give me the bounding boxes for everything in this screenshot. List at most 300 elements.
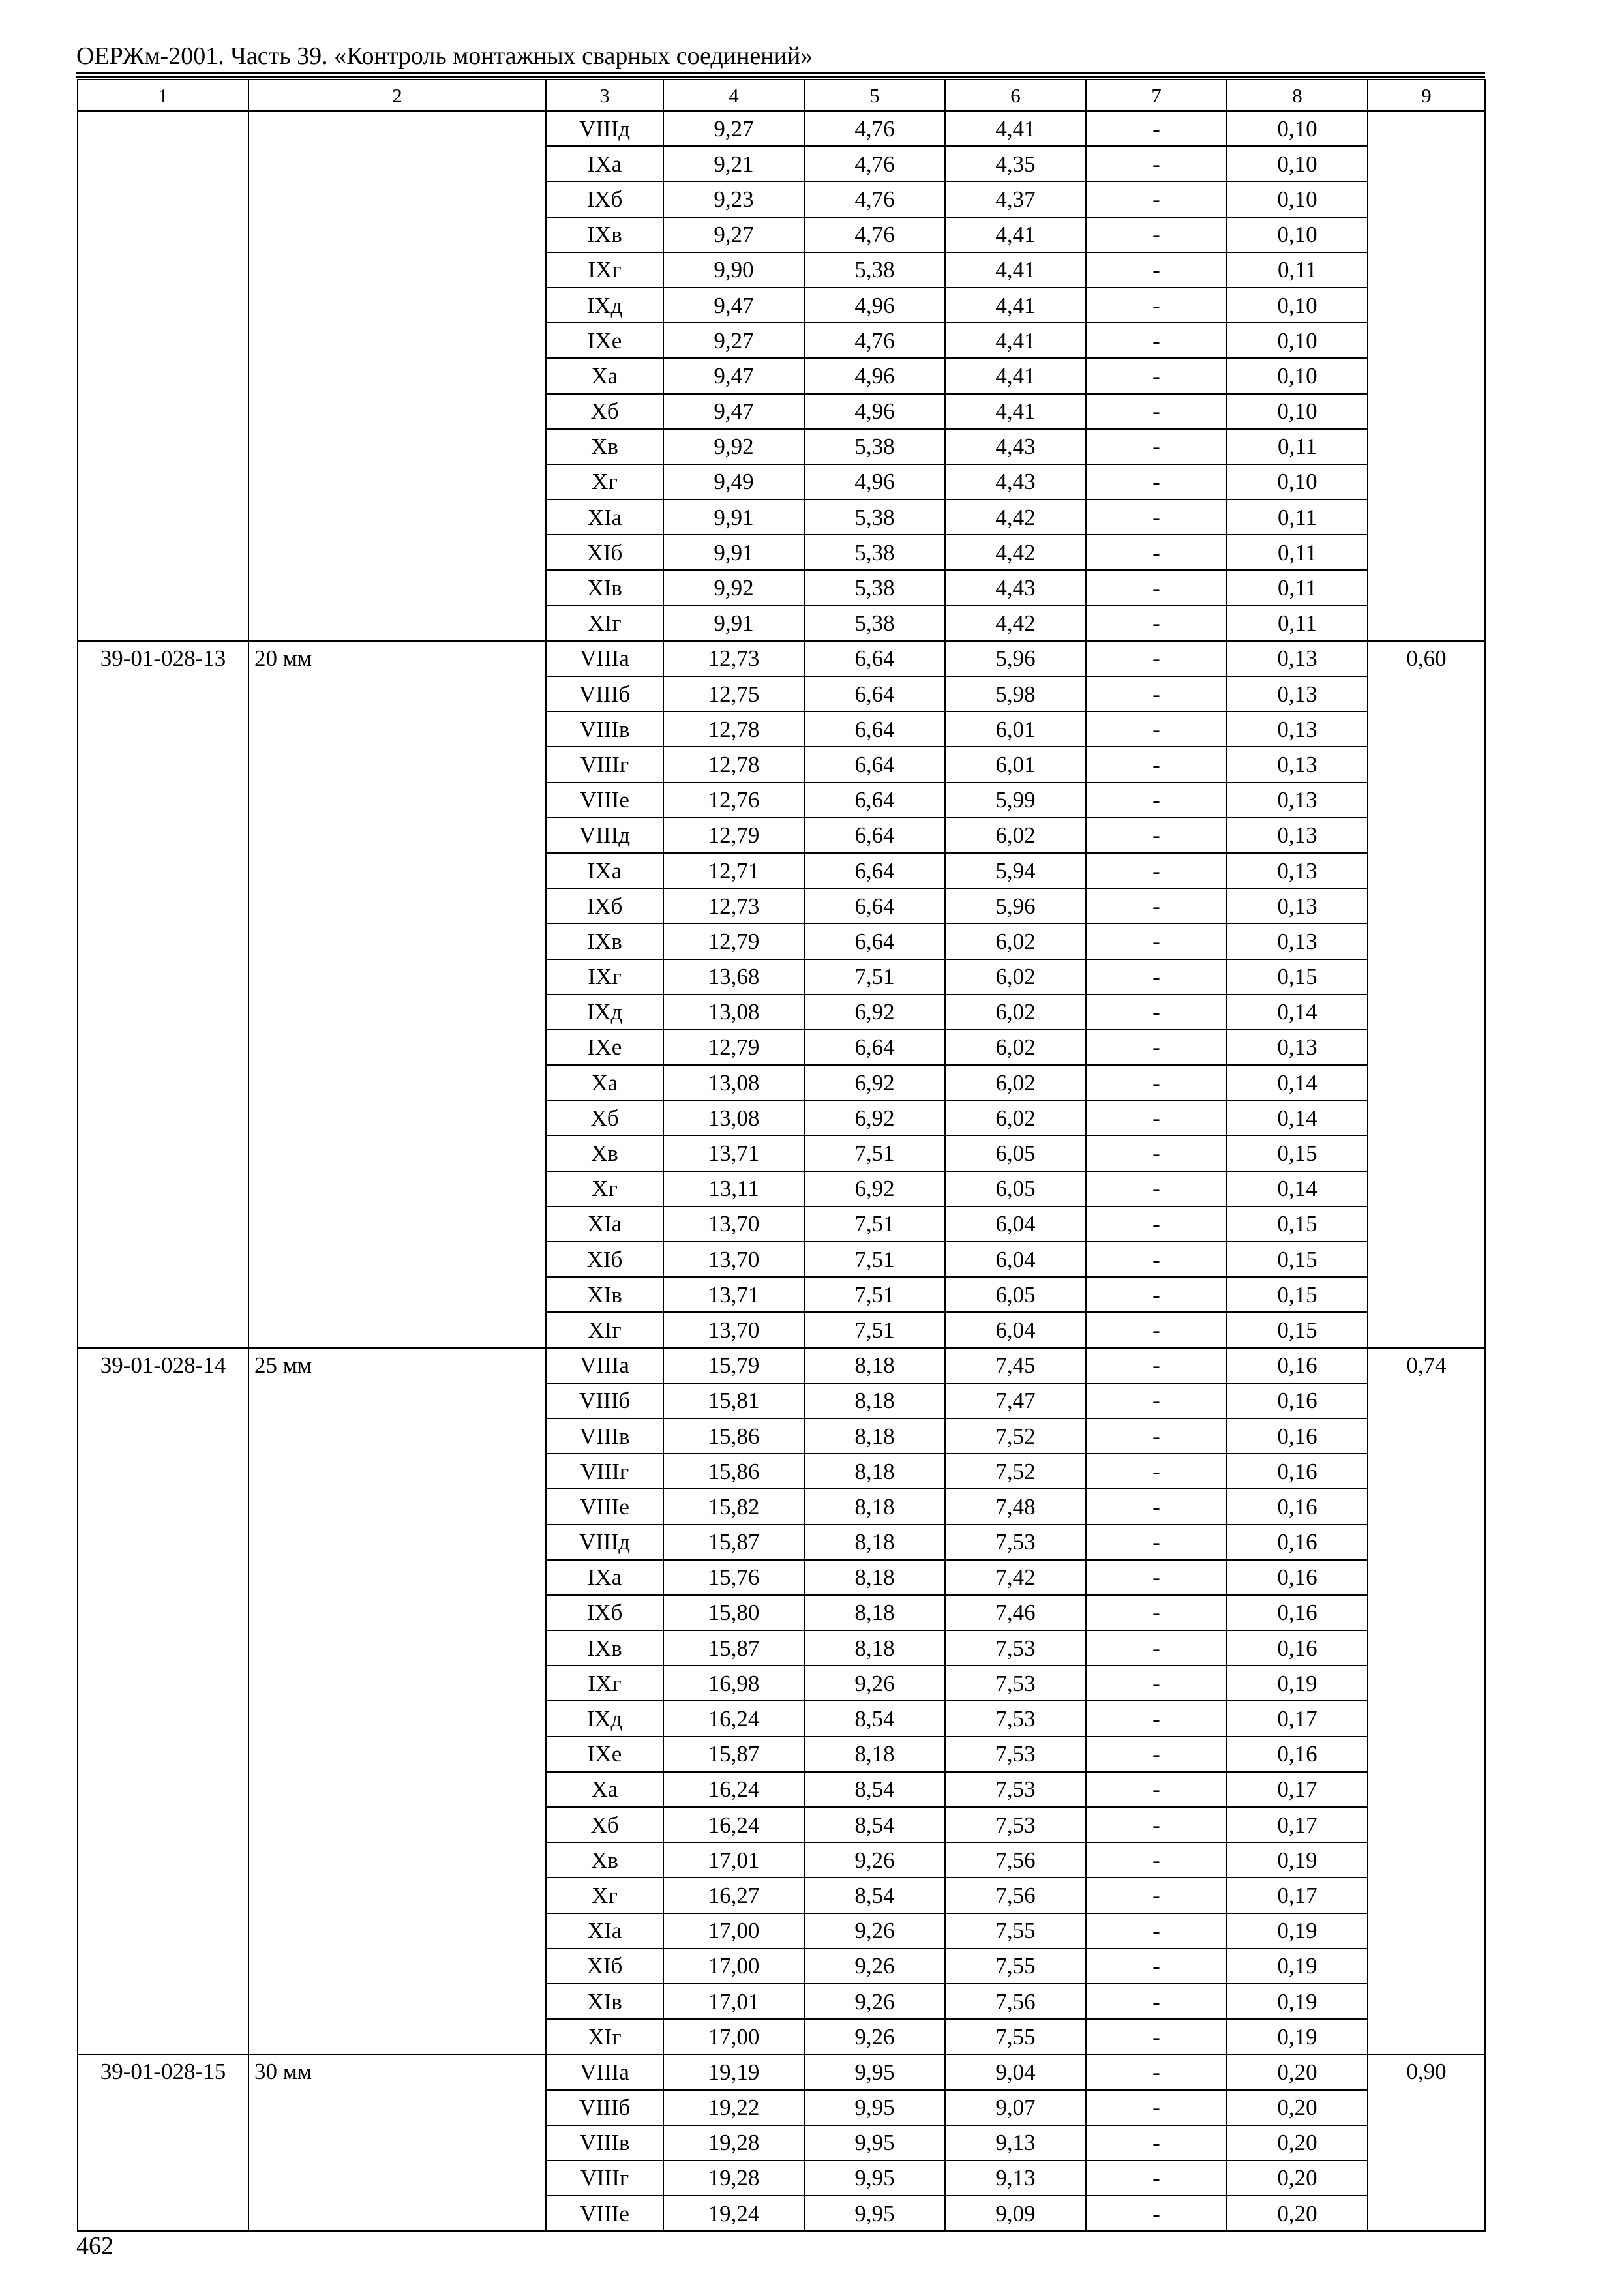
col7-cell: -: [1086, 1242, 1227, 1277]
row-label-cell: IXе: [546, 323, 663, 358]
col5-cell: 8,18: [804, 1737, 945, 1772]
col7-cell: -: [1086, 1772, 1227, 1807]
col5-cell: 8,54: [804, 1807, 945, 1842]
col6-cell: 7,55: [945, 1913, 1086, 1949]
col6-cell: 6,01: [945, 711, 1086, 747]
col7-cell: -: [1086, 535, 1227, 570]
row-label-cell: XIв: [546, 1277, 663, 1312]
col6-cell: 5,99: [945, 783, 1086, 818]
col5-cell: 6,64: [804, 676, 945, 711]
col7-cell: -: [1086, 1878, 1227, 1913]
col7-cell: -: [1086, 1171, 1227, 1206]
col8-cell: 0,11: [1227, 252, 1368, 288]
row-label-cell: Xв: [546, 1842, 663, 1878]
col5-cell: 4,76: [804, 146, 945, 181]
col6-cell: 4,43: [945, 429, 1086, 464]
col4-cell: 15,80: [663, 1595, 804, 1630]
col4-cell: 9,47: [663, 394, 804, 429]
col8-cell: 0,19: [1227, 2019, 1368, 2054]
row-label-cell: Xг: [546, 464, 663, 500]
col4-cell: 9,27: [663, 217, 804, 252]
col4-cell: 9,27: [663, 111, 804, 146]
col5-cell: 8,54: [804, 1878, 945, 1913]
col5-cell: 8,18: [804, 1560, 945, 1595]
col5-cell: 8,18: [804, 1383, 945, 1418]
table-body: [78, 80, 1485, 2231]
col4-cell: 9,91: [663, 500, 804, 535]
col5-cell: 4,76: [804, 111, 945, 146]
col6-cell: 6,02: [945, 1100, 1086, 1135]
row-label-cell: VIIIб: [546, 2090, 663, 2125]
col4-cell: 12,78: [663, 747, 804, 782]
col4-cell: 17,01: [663, 1842, 804, 1878]
row-label-cell: IXа: [546, 1560, 663, 1595]
col8-cell: 0,13: [1227, 641, 1368, 676]
row-label-cell: Xб: [546, 394, 663, 429]
col5-cell: 9,95: [804, 2161, 945, 2196]
col6-cell: 4,41: [945, 358, 1086, 393]
col6-cell: 6,02: [945, 959, 1086, 995]
col4-cell: 9,49: [663, 464, 804, 500]
col7-cell: -: [1086, 1807, 1227, 1842]
row-label-cell: IXг: [546, 1666, 663, 1701]
col8-cell: 0,13: [1227, 888, 1368, 923]
column-number-7: 7: [1086, 80, 1227, 111]
col7-cell: -: [1086, 2125, 1227, 2161]
col7-cell: -: [1086, 1949, 1227, 1984]
col6-cell: 9,09: [945, 2196, 1086, 2231]
col7-cell: -: [1086, 2054, 1227, 2089]
column-number-4: 4: [663, 80, 804, 111]
col7-cell: -: [1086, 1489, 1227, 1524]
rate-code-cell: 39-01-028-14: [78, 1348, 248, 2055]
row-label-cell: XIа: [546, 500, 663, 535]
row-label-cell: XIа: [546, 1206, 663, 1242]
column-number-2: 2: [248, 80, 546, 111]
col4-cell: 16,24: [663, 1807, 804, 1842]
col6-cell: 7,52: [945, 1454, 1086, 1489]
col4-cell: 17,00: [663, 2019, 804, 2054]
col4-cell: 13,71: [663, 1135, 804, 1171]
row-label-cell: IXе: [546, 1030, 663, 1065]
col5-cell: 5,38: [804, 570, 945, 605]
column-number-row: [78, 80, 1485, 111]
col8-cell: 0,10: [1227, 464, 1368, 500]
col5-cell: 8,54: [804, 1772, 945, 1807]
col5-cell: 8,18: [804, 1630, 945, 1666]
col4-cell: 15,86: [663, 1418, 804, 1454]
col8-cell: 0,10: [1227, 181, 1368, 217]
row-label-cell: Xв: [546, 1135, 663, 1171]
col5-cell: 7,51: [804, 1206, 945, 1242]
col8-cell: 0,20: [1227, 2196, 1368, 2231]
col7-cell: -: [1086, 1312, 1227, 1347]
col8-cell: 0,11: [1227, 606, 1368, 641]
col8-cell: 0,16: [1227, 1630, 1368, 1666]
column-number-6: 6: [945, 80, 1086, 111]
col4-cell: 12,78: [663, 711, 804, 747]
row-label-cell: XIв: [546, 1984, 663, 2019]
thickness-cell: 20 мм: [248, 641, 546, 1348]
row-label-cell: XIб: [546, 1242, 663, 1277]
col5-cell: 5,38: [804, 252, 945, 288]
col7-cell: -: [1086, 606, 1227, 641]
col4-cell: 12,71: [663, 853, 804, 888]
col4-cell: 9,47: [663, 358, 804, 393]
col8-cell: 0,13: [1227, 711, 1368, 747]
col8-cell: 0,14: [1227, 1100, 1368, 1135]
col6-cell: 6,05: [945, 1135, 1086, 1171]
col7-cell: -: [1086, 641, 1227, 676]
header-rule-thin: [76, 76, 1485, 78]
row-label-cell: XIг: [546, 606, 663, 641]
col5-cell: 9,95: [804, 2090, 945, 2125]
col4-cell: 13,70: [663, 1206, 804, 1242]
row-label-cell: XIб: [546, 1949, 663, 1984]
col8-cell: 0,10: [1227, 323, 1368, 358]
col7-cell: -: [1086, 1737, 1227, 1772]
col7-cell: -: [1086, 1030, 1227, 1065]
col6-cell: 7,56: [945, 1842, 1086, 1878]
row-label-cell: IXг: [546, 959, 663, 995]
col4-cell: 13,70: [663, 1312, 804, 1347]
col6-cell: 4,41: [945, 394, 1086, 429]
column-number-9: 9: [1368, 80, 1485, 111]
col8-cell: 0,17: [1227, 1807, 1368, 1842]
row-label-cell: Xг: [546, 1878, 663, 1913]
col7-cell: -: [1086, 783, 1227, 818]
col7-cell: -: [1086, 676, 1227, 711]
col4-cell: 13,71: [663, 1277, 804, 1312]
col6-cell: 5,98: [945, 676, 1086, 711]
col4-cell: 15,87: [663, 1630, 804, 1666]
col5-cell: 5,38: [804, 535, 945, 570]
col5-cell: 4,76: [804, 181, 945, 217]
col7-cell: -: [1086, 1913, 1227, 1949]
column-number-3: 3: [546, 80, 663, 111]
col8-cell: 0,19: [1227, 1913, 1368, 1949]
col7-cell: -: [1086, 1630, 1227, 1666]
col4-cell: 9,91: [663, 606, 804, 641]
col4-cell: 15,76: [663, 1560, 804, 1595]
row-label-cell: IXд: [546, 995, 663, 1030]
col5-cell: 9,26: [804, 1842, 945, 1878]
col7-cell: -: [1086, 1701, 1227, 1736]
col5-cell: 9,26: [804, 1913, 945, 1949]
col7-cell: -: [1086, 358, 1227, 393]
col4-cell: 19,22: [663, 2090, 804, 2125]
col6-cell: 9,04: [945, 2054, 1086, 2089]
col9-cell: 0,60: [1368, 641, 1485, 1348]
col6-cell: 6,04: [945, 1206, 1086, 1242]
col7-cell: -: [1086, 1842, 1227, 1878]
col5-cell: 6,64: [804, 853, 945, 888]
col5-cell: 9,26: [804, 1949, 945, 1984]
column-number-8: 8: [1227, 80, 1368, 111]
row-label-cell: VIIIг: [546, 747, 663, 782]
col4-cell: 15,86: [663, 1454, 804, 1489]
col5-cell: 6,64: [804, 711, 945, 747]
col8-cell: 0,20: [1227, 2090, 1368, 2125]
col8-cell: 0,10: [1227, 288, 1368, 323]
col8-cell: 0,19: [1227, 1984, 1368, 2019]
col6-cell: 6,04: [945, 1242, 1086, 1277]
col7-cell: -: [1086, 1595, 1227, 1630]
col5-cell: 6,92: [804, 1065, 945, 1100]
col7-cell: -: [1086, 711, 1227, 747]
col4-cell: 12,75: [663, 676, 804, 711]
col4-cell: 12,79: [663, 923, 804, 959]
row-label-cell: Xб: [546, 1807, 663, 1842]
col6-cell: 7,53: [945, 1666, 1086, 1701]
col8-cell: 0,16: [1227, 1489, 1368, 1524]
col7-cell: -: [1086, 1666, 1227, 1701]
col8-cell: 0,10: [1227, 394, 1368, 429]
rates-table: [77, 79, 1486, 2232]
col5-cell: 4,76: [804, 323, 945, 358]
col4-cell: 17,00: [663, 1949, 804, 1984]
row-label-cell: XIг: [546, 2019, 663, 2054]
row-label-cell: VIIIв: [546, 2125, 663, 2161]
col7-cell: -: [1086, 1984, 1227, 2019]
col7-cell: -: [1086, 1454, 1227, 1489]
col5-cell: 7,51: [804, 1312, 945, 1347]
row-label-cell: VIIIа: [546, 1348, 663, 1383]
col6-cell: 4,37: [945, 181, 1086, 217]
col5-cell: 7,51: [804, 1277, 945, 1312]
col4-cell: 13,08: [663, 995, 804, 1030]
name-cell-empty: [248, 111, 546, 641]
col8-cell: 0,20: [1227, 2125, 1368, 2161]
col8-cell: 0,15: [1227, 1312, 1368, 1347]
col6-cell: 7,53: [945, 1807, 1086, 1842]
col8-cell: 0,10: [1227, 217, 1368, 252]
col6-cell: 6,02: [945, 1030, 1086, 1065]
col8-cell: 0,11: [1227, 429, 1368, 464]
col7-cell: -: [1086, 394, 1227, 429]
col5-cell: 4,96: [804, 358, 945, 393]
col8-cell: 0,16: [1227, 1560, 1368, 1595]
row-label-cell: IXб: [546, 888, 663, 923]
col4-cell: 15,81: [663, 1383, 804, 1418]
col8-cell: 0,16: [1227, 1737, 1368, 1772]
col7-cell: -: [1086, 1206, 1227, 1242]
col5-cell: 7,51: [804, 1135, 945, 1171]
col4-cell: 13,11: [663, 1171, 804, 1206]
row-label-cell: IXв: [546, 1630, 663, 1666]
col4-cell: 9,90: [663, 252, 804, 288]
col5-cell: 9,26: [804, 1984, 945, 2019]
row-label-cell: Xб: [546, 1100, 663, 1135]
col8-cell: 0,11: [1227, 570, 1368, 605]
col8-cell: 0,17: [1227, 1701, 1368, 1736]
row-label-cell: VIIIе: [546, 783, 663, 818]
col5-cell: 6,64: [804, 923, 945, 959]
col8-cell: 0,16: [1227, 1418, 1368, 1454]
row-label-cell: XIа: [546, 1913, 663, 1949]
col7-cell: -: [1086, 853, 1227, 888]
col6-cell: 4,41: [945, 252, 1086, 288]
col7-cell: -: [1086, 570, 1227, 605]
row-label-cell: VIIIв: [546, 711, 663, 747]
col8-cell: 0,10: [1227, 358, 1368, 393]
col4-cell: 15,82: [663, 1489, 804, 1524]
col6-cell: 7,45: [945, 1348, 1086, 1383]
col6-cell: 9,07: [945, 2090, 1086, 2125]
col5-cell: 4,76: [804, 217, 945, 252]
col7-cell: -: [1086, 2161, 1227, 2196]
row-label-cell: IXв: [546, 923, 663, 959]
col6-cell: 7,53: [945, 1772, 1086, 1807]
col7-cell: -: [1086, 1100, 1227, 1135]
col6-cell: 4,35: [945, 146, 1086, 181]
col5-cell: 6,92: [804, 995, 945, 1030]
col4-cell: 19,24: [663, 2196, 804, 2231]
col8-cell: 0,17: [1227, 1878, 1368, 1913]
col7-cell: -: [1086, 888, 1227, 923]
col5-cell: 8,18: [804, 1418, 945, 1454]
row-label-cell: XIв: [546, 570, 663, 605]
col6-cell: 9,13: [945, 2125, 1086, 2161]
col5-cell: 6,64: [804, 888, 945, 923]
col8-cell: 0,15: [1227, 1242, 1368, 1277]
row-label-cell: VIIIб: [546, 676, 663, 711]
col5-cell: 7,51: [804, 959, 945, 995]
row-label-cell: VIIIв: [546, 1418, 663, 1454]
col6-cell: 6,02: [945, 923, 1086, 959]
col4-cell: 9,92: [663, 429, 804, 464]
row-label-cell: VIIIд: [546, 1525, 663, 1560]
col8-cell: 0,13: [1227, 747, 1368, 782]
rate-code-cell: 39-01-028-15: [78, 2054, 248, 2231]
col7-cell: -: [1086, 1418, 1227, 1454]
col6-cell: 4,43: [945, 570, 1086, 605]
row-label-cell: Xа: [546, 1772, 663, 1807]
col4-cell: 15,87: [663, 1525, 804, 1560]
col5-cell: 4,96: [804, 394, 945, 429]
col4-cell: 19,28: [663, 2161, 804, 2196]
col4-cell: 17,00: [663, 1913, 804, 1949]
col6-cell: 7,53: [945, 1701, 1086, 1736]
col4-cell: 12,73: [663, 641, 804, 676]
col4-cell: 17,01: [663, 1984, 804, 2019]
col9-cell-empty: [1368, 111, 1485, 641]
col9-cell: 0,74: [1368, 1348, 1485, 2055]
col5-cell: 8,18: [804, 1454, 945, 1489]
col7-cell: -: [1086, 111, 1227, 146]
col5-cell: 9,95: [804, 2196, 945, 2231]
col6-cell: 7,56: [945, 1878, 1086, 1913]
col4-cell: 13,08: [663, 1100, 804, 1135]
col4-cell: 12,73: [663, 888, 804, 923]
col5-cell: 6,64: [804, 818, 945, 853]
col4-cell: 16,27: [663, 1878, 804, 1913]
col5-cell: 7,51: [804, 1242, 945, 1277]
col4-cell: 16,24: [663, 1772, 804, 1807]
col7-cell: -: [1086, 500, 1227, 535]
col6-cell: 6,05: [945, 1171, 1086, 1206]
col4-cell: 15,87: [663, 1737, 804, 1772]
col8-cell: 0,14: [1227, 1171, 1368, 1206]
col6-cell: 6,01: [945, 747, 1086, 782]
col8-cell: 0,14: [1227, 995, 1368, 1030]
col5-cell: 5,38: [804, 429, 945, 464]
col8-cell: 0,19: [1227, 1666, 1368, 1701]
col7-cell: -: [1086, 2196, 1227, 2231]
col7-cell: -: [1086, 181, 1227, 217]
col5-cell: 9,95: [804, 2125, 945, 2161]
row-label-cell: VIIIе: [546, 2196, 663, 2231]
row-label-cell: IXб: [546, 1595, 663, 1630]
col6-cell: 7,47: [945, 1383, 1086, 1418]
col7-cell: -: [1086, 1135, 1227, 1171]
col8-cell: 0,16: [1227, 1595, 1368, 1630]
table-row: [78, 641, 1485, 676]
row-label-cell: VIIIд: [546, 111, 663, 146]
row-label-cell: IXа: [546, 146, 663, 181]
col8-cell: 0,15: [1227, 1135, 1368, 1171]
col7-cell: -: [1086, 288, 1227, 323]
col7-cell: -: [1086, 1065, 1227, 1100]
col5-cell: 6,64: [804, 783, 945, 818]
col4-cell: 9,47: [663, 288, 804, 323]
col4-cell: 13,08: [663, 1065, 804, 1100]
col8-cell: 0,15: [1227, 1206, 1368, 1242]
col7-cell: -: [1086, 429, 1227, 464]
col6-cell: 4,42: [945, 535, 1086, 570]
col6-cell: 6,02: [945, 995, 1086, 1030]
col8-cell: 0,17: [1227, 1772, 1368, 1807]
col7-cell: -: [1086, 2090, 1227, 2125]
row-label-cell: IXд: [546, 288, 663, 323]
column-number-1: 1: [78, 80, 248, 111]
col6-cell: 6,04: [945, 1312, 1086, 1347]
col6-cell: 7,42: [945, 1560, 1086, 1595]
col4-cell: 9,21: [663, 146, 804, 181]
col8-cell: 0,11: [1227, 535, 1368, 570]
col5-cell: 6,92: [804, 1100, 945, 1135]
col4-cell: 9,91: [663, 535, 804, 570]
col5-cell: 6,64: [804, 1030, 945, 1065]
col8-cell: 0,16: [1227, 1383, 1368, 1418]
col8-cell: 0,10: [1227, 146, 1368, 181]
col7-cell: -: [1086, 1383, 1227, 1418]
col4-cell: 9,27: [663, 323, 804, 358]
thickness-cell: 30 мм: [248, 2054, 546, 2231]
col6-cell: 7,55: [945, 2019, 1086, 2054]
col6-cell: 7,53: [945, 1737, 1086, 1772]
col8-cell: 0,10: [1227, 111, 1368, 146]
row-label-cell: XIб: [546, 535, 663, 570]
col7-cell: -: [1086, 1348, 1227, 1383]
col4-cell: 19,19: [663, 2054, 804, 2089]
col8-cell: 0,16: [1227, 1525, 1368, 1560]
col6-cell: 7,52: [945, 1418, 1086, 1454]
col4-cell: 19,28: [663, 2125, 804, 2161]
col5-cell: 5,38: [804, 500, 945, 535]
row-label-cell: VIIIа: [546, 2054, 663, 2089]
col5-cell: 6,64: [804, 641, 945, 676]
col8-cell: 0,13: [1227, 818, 1368, 853]
col8-cell: 0,13: [1227, 676, 1368, 711]
row-label-cell: Xа: [546, 358, 663, 393]
col5-cell: 9,26: [804, 2019, 945, 2054]
col6-cell: 4,41: [945, 323, 1086, 358]
col8-cell: 0,15: [1227, 959, 1368, 995]
rate-code-cell: 39-01-028-13: [78, 641, 248, 1348]
col7-cell: -: [1086, 1277, 1227, 1312]
col4-cell: 13,70: [663, 1242, 804, 1277]
